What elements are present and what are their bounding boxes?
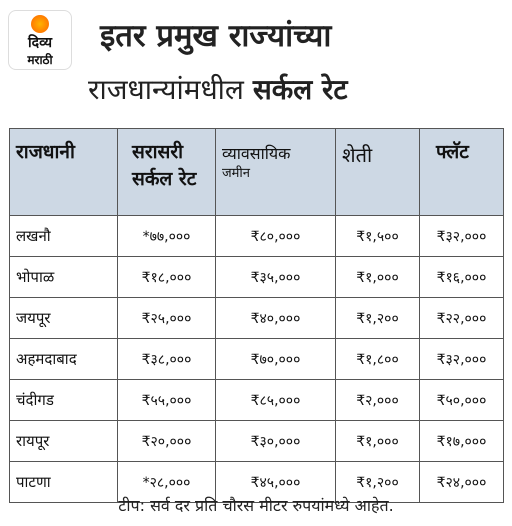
- cell-capital: भोपाळ: [10, 257, 118, 298]
- logo-text-line2: मराठी: [27, 53, 53, 67]
- cell-agriculture: ₹१,५००: [336, 216, 420, 257]
- cell-capital: अहमदाबाद: [10, 339, 118, 380]
- table-row: [10, 216, 504, 257]
- cell-commercial-land: ₹३०,०००: [216, 421, 336, 462]
- cell-agriculture: ₹१,८००: [336, 339, 420, 380]
- title-line2-normal: राजधान्यांमधील: [88, 73, 253, 106]
- header-commercial-land: [216, 129, 336, 216]
- cell-flat: ₹३२,०००: [420, 216, 504, 257]
- cell-average-circle-rate: *७७,०००: [118, 216, 216, 257]
- cell-agriculture: ₹१,०००: [336, 421, 420, 462]
- sun-icon: [31, 15, 49, 33]
- cell-flat: ₹२४,०००: [420, 462, 504, 503]
- divya-marathi-logo: [8, 10, 72, 70]
- title-line2-bold: सर्कल रेट: [252, 73, 348, 106]
- cell-commercial-land: ₹३५,०००: [216, 257, 336, 298]
- cell-agriculture: ₹२,०००: [336, 380, 420, 421]
- cell-capital: लखनौ: [10, 216, 118, 257]
- cell-flat: ₹१६,०००: [420, 257, 504, 298]
- cell-average-circle-rate: ₹५५,०००: [118, 380, 216, 421]
- page-title-line1: इतर प्रमुख राज्यांच्या: [100, 18, 332, 54]
- header-average-circle-rate: [118, 129, 216, 216]
- circle-rate-table: [9, 128, 504, 503]
- header-col3-line2: जमीन: [222, 166, 251, 182]
- cell-commercial-land: ₹८०,०००: [216, 216, 336, 257]
- logo-text-line1: दिव्य: [28, 35, 52, 51]
- cell-commercial-land: ₹७०,०००: [216, 339, 336, 380]
- header-capital: राजधानी: [10, 129, 118, 216]
- cell-average-circle-rate: ₹२५,०००: [118, 298, 216, 339]
- cell-capital: रायपूर: [10, 421, 118, 462]
- cell-average-circle-rate: *२८,०००: [118, 462, 216, 503]
- page-title-line2: [88, 70, 348, 108]
- table-row: [10, 380, 504, 421]
- header-flat: फ्लॅट: [420, 129, 504, 216]
- cell-capital: पाटणा: [10, 462, 118, 503]
- cell-flat: ₹२२,०००: [420, 298, 504, 339]
- cell-commercial-land: ₹८५,०००: [216, 380, 336, 421]
- cell-flat: ₹३२,०००: [420, 339, 504, 380]
- table-header-row: [10, 129, 504, 216]
- header-col2-line1: सरासरी: [132, 141, 184, 163]
- cell-capital: जयपूर: [10, 298, 118, 339]
- cell-average-circle-rate: ₹१८,०००: [118, 257, 216, 298]
- table-row: [10, 298, 504, 339]
- table-row: [10, 257, 504, 298]
- header-col3-line1: व्यावसायिक: [222, 144, 291, 163]
- cell-capital: चंदीगड: [10, 380, 118, 421]
- cell-agriculture: ₹१,२००: [336, 298, 420, 339]
- cell-average-circle-rate: ₹२०,०००: [118, 421, 216, 462]
- cell-average-circle-rate: ₹३८,०००: [118, 339, 216, 380]
- table-row: [10, 421, 504, 462]
- header-col2-line2: सर्कल रेट: [132, 167, 197, 190]
- cell-flat: ₹५०,०००: [420, 380, 504, 421]
- cell-agriculture: ₹१,२००: [336, 462, 420, 503]
- cell-commercial-land: ₹४५,०००: [216, 462, 336, 503]
- footnote: टीप: सर्व दर प्रति चौरस मीटर रुपयांमध्ये आहेत.: [118, 496, 394, 515]
- cell-agriculture: ₹१,०००: [336, 257, 420, 298]
- header-agriculture: शेती: [336, 129, 420, 216]
- table-row: [10, 339, 504, 380]
- cell-commercial-land: ₹४०,०००: [216, 298, 336, 339]
- cell-flat: ₹१७,०००: [420, 421, 504, 462]
